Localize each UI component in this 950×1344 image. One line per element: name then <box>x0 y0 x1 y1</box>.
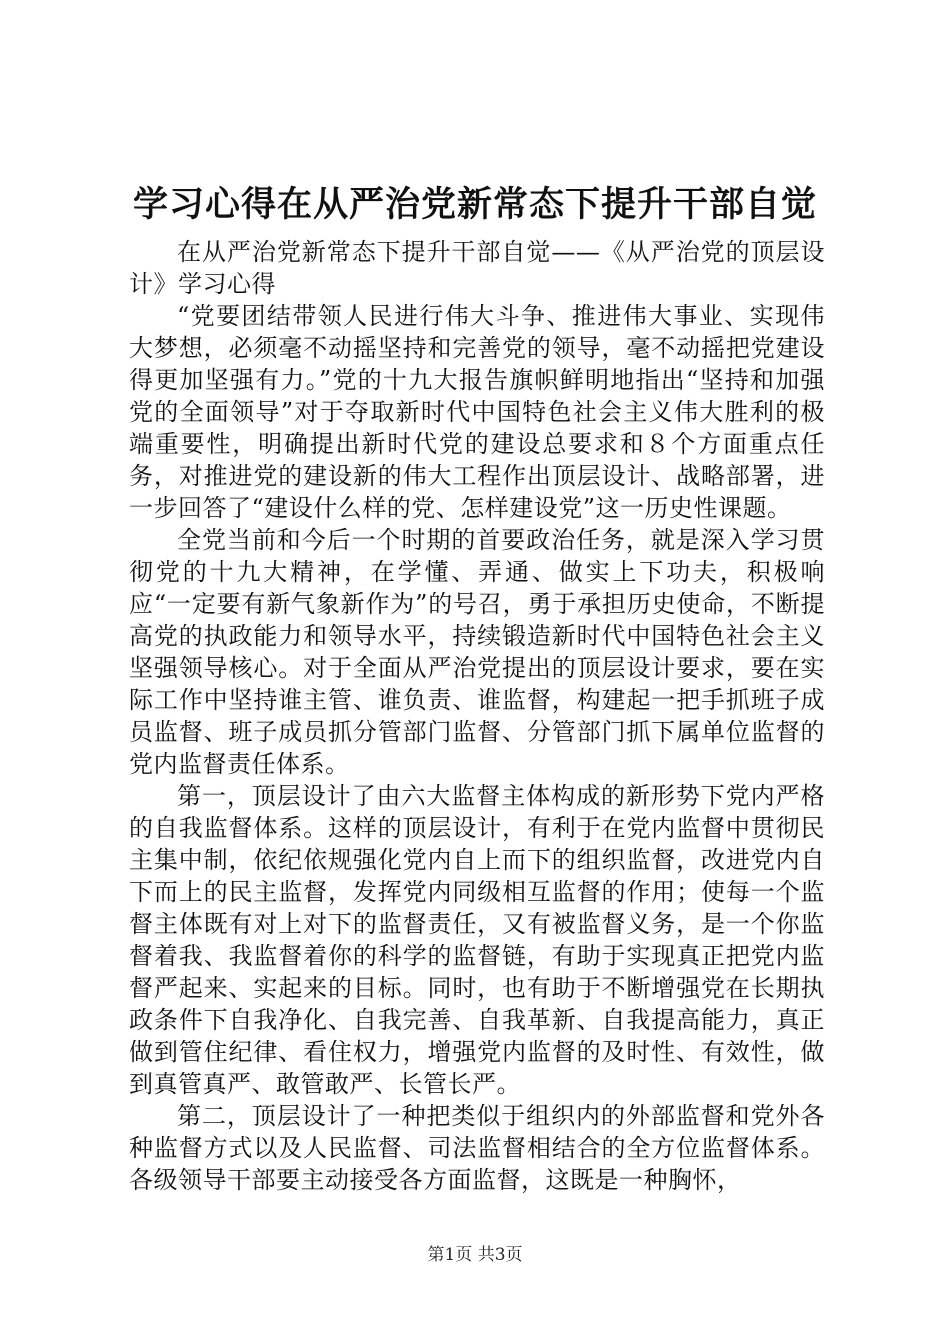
paragraph-first: 第一，顶层设计了由六大监督主体构成的新形势下党内严格的自我监督体系。这样的顶层设计，有利于在党内监督中贯彻民主集中制，依纪依规强化党内自上而下的组织监督，改进党内自下而上的民主监督，发挥党内同级相互监督的作用；使每一个监督主体既有对上对下的监督责任，又有被监督义务，是一个你监督着我、我监督着你的科学的监督链，有助于实现真正把党内监督严起来、实起来的目标。同时，也有助于不断增强党在长期执政条件下自我净化、自我完善、自我革新、自我提高能力，真正做到管住纪律、看住权力，增强党内监督的及时性、有效性，做到真管真严、敢管敢严、长管长严。 <box>129 782 825 1098</box>
paragraph-quote: “党要团结带领人民进行伟大斗争、推进伟大事业、实现伟大梦想，必须毫不动摇坚持和完善党的领导，毫不动摇把党建设得更加坚强有力。”党的十九大报告旗帜鲜明地指出“坚持和加强党的全面领导”对于夺取新时代中国特色社会主义伟大胜利的极端重要性，明确提出新时代党的建设总要求和８个方面重点任务，对推进党的建设新的伟大工程作出顶层设计、战略部署，进一步回答了“建设什么样的党、怎样建设党”这一历史性课题。 <box>129 302 825 522</box>
page-footer: 第1页 共3页 <box>427 1245 523 1265</box>
document-body <box>129 236 825 1196</box>
paragraph-second: 第二，顶层设计了一种把类似于组织内的外部监督和党外各种监督方式以及人民监督、司法监督相结合的全方位监督体系。各级领导干部要主动接受各方面监督，这既是一种胸怀， <box>129 1102 825 1194</box>
document-title: 学习心得在从严治党新常态下提升干部自觉 <box>132 184 817 225</box>
paragraph-subtitle: 在从严治党新常态下提升干部自觉——《从严治党的顶层设计》学习心得 <box>129 238 825 298</box>
paragraph-task: 全党当前和今后一个时期的首要政治任务，就是深入学习贯彻党的十九大精神，在学懂、弄通、做实上下功夫，积极响应“一定要有新气象新作为”的号召，勇于承担历史使命，不断提高党的执政能力和领导水平，持续锻造新时代中国特色社会主义坚强领导核心。对于全面从严治党提出的顶层设计要求，要在实际工作中坚持谁主管、谁负责、谁监督，构建起一把手抓班子成员监督、班子成员抓分管部门监督、分管部门抓下属单位监督的党内监督责任体系。 <box>129 526 825 778</box>
